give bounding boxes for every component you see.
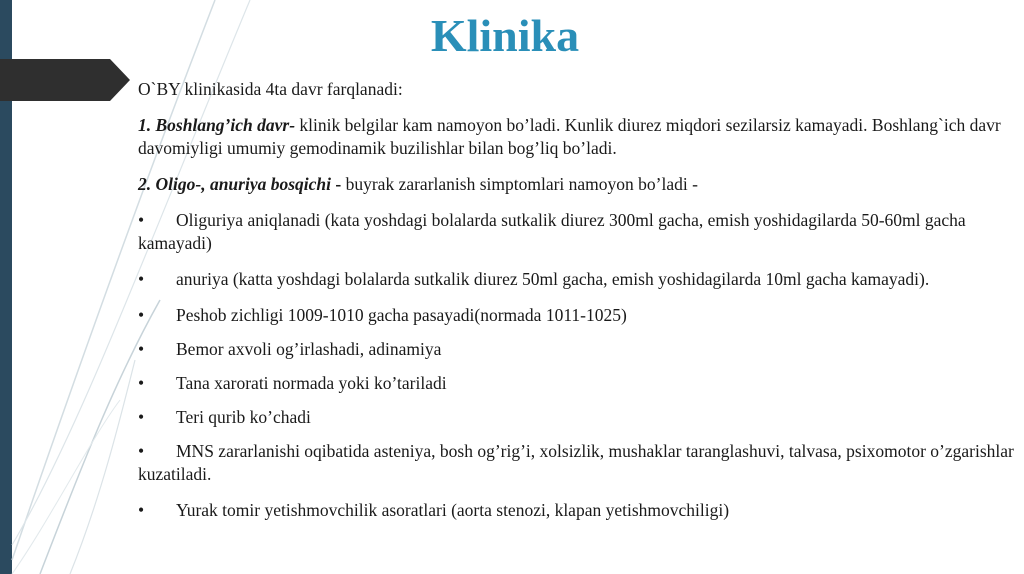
list-item (138, 304, 1016, 327)
list-item-text: Peshob zichligi 1009-1010 gacha pasayadi(normada 1011-1025) (176, 305, 627, 325)
list-item-text: Tana xarorati normada yoki ko’tariladi (176, 373, 447, 393)
list-item (138, 440, 1016, 486)
bullet-icon: • (138, 305, 145, 325)
list-item-text: Yurak tomir yetishmovchilik asoratlari (aorta stenozi, klapan yetishmovchiligi) (176, 500, 730, 520)
stage-1-paragraph (138, 114, 1016, 160)
stage-2-text: buyrak zararlanish simptomlari namoyon bo’ladi - (341, 174, 698, 194)
list-item-text: Bemor axvoli og’irlashadi, adinamiya (176, 339, 442, 359)
bullet-icon: • (138, 500, 145, 520)
bullet-icon: • (138, 210, 145, 230)
list-item (138, 372, 1016, 395)
slide-title: Klinika (430, 10, 580, 61)
stage-1-text: klinik belgilar kam namoyon bo’ladi. Kunlik diurez miqdori sezilarsiz kamayadi. Boshlang`ich davr davomiyligi umumiy gemodinamik buzilishlar bilan bog’liq bo’ladi. (138, 115, 1001, 158)
slide-content (138, 78, 1016, 535)
list-item (138, 268, 1016, 291)
list-item (138, 406, 1016, 429)
list-item-text: MNS zararlanishi oqibatida asteniya, bosh og’rig’i, xolsizlik, mushaklar taranglashuvi, talvasa, psixomotor o’zgarishlar kuzatiladi. (138, 441, 1014, 484)
bullet-icon: • (138, 407, 145, 427)
stage-2-dash: - (331, 174, 342, 194)
list-item-text: Teri qurib ko’chadi (176, 407, 311, 427)
list-item (138, 499, 1016, 522)
stage-2-heading: 2. Oligo-, anuriya bosqichi (138, 174, 332, 194)
stage-2-paragraph (138, 173, 1016, 196)
bullet-icon: • (138, 441, 145, 461)
list-item (138, 338, 1016, 361)
stage-1-heading: 1. Boshlang’ich davr- (138, 115, 296, 135)
bullet-icon: • (138, 373, 145, 393)
list-item (138, 209, 1016, 255)
bullet-icon: • (138, 339, 145, 359)
list-item-text: Oliguriya aniqlanadi (kata yoshdagi bolalarda sutkalik diurez 300ml gacha, emish yoshidagilarda 50-60ml gacha kamayadi) (138, 210, 966, 253)
intro-line: O`BY klinikasida 4ta davr farqlanadi: (138, 79, 403, 99)
list-item-text: anuriya (katta yoshdagi bolalarda sutkalik diurez 50ml gacha, emish yoshidagilarda 10ml gacha kamayadi). (176, 269, 930, 289)
bullet-icon: • (138, 269, 145, 289)
